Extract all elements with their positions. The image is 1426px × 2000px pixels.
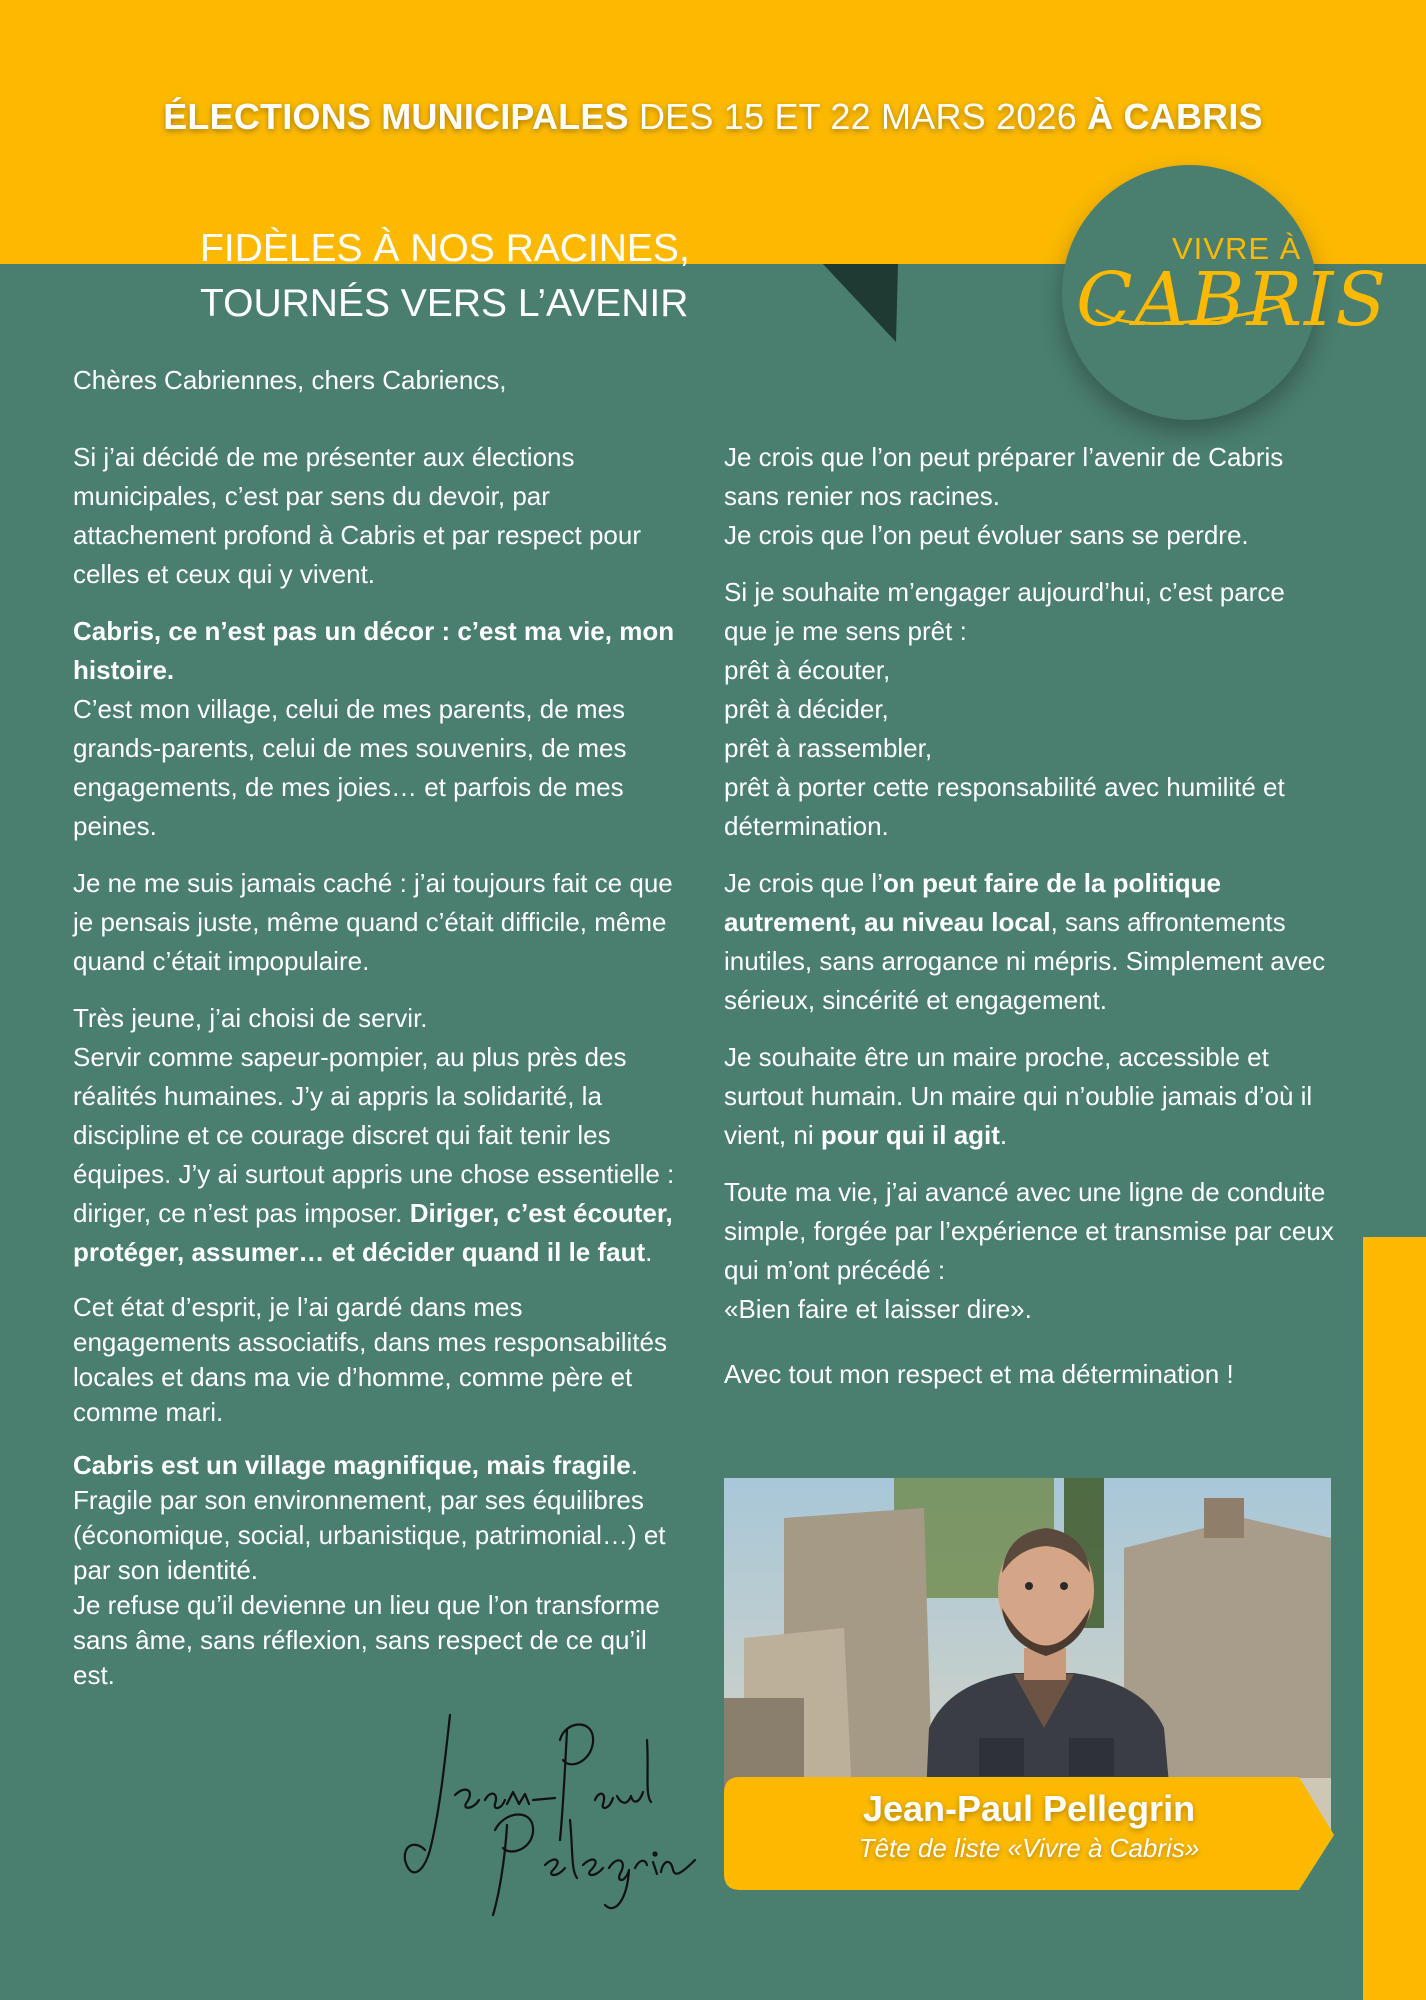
paragraph-text: Si je souhaite m’engager aujourd’hui, c’est parce que je me sens prêt : <box>724 577 1285 646</box>
paragraph <box>724 864 1334 1020</box>
paragraph-bold: Cabris est un village magnifique, mais fragile <box>73 1450 631 1480</box>
closing-line: Avec tout mon respect et ma détermination ! <box>724 1359 1234 1389</box>
paragraph <box>73 1448 683 1693</box>
slogan-line-1: FIDÈLES À NOS RACINES, <box>200 227 690 270</box>
paragraph-text: Je crois que l’ <box>724 868 883 898</box>
header-dates: DES 15 ET 22 MARS 2026 <box>628 96 1088 137</box>
candidate-caption <box>724 1777 1334 1890</box>
paragraph-text: Servir comme sapeur-pompier, au plus près des réalités humaines. J’y ai appris la solidarité, la discipline et ce courage discret qui fait tenir les équipes. J’y ai surtout appris une chose essentielle : diriger, ce n’est pas imposer. <box>73 1042 675 1228</box>
paragraph <box>73 438 683 594</box>
candidate-role: Tête de liste «Vivre à Cabris» <box>858 1833 1200 1863</box>
list-item: prêt à écouter, <box>724 655 891 685</box>
election-header <box>0 96 1426 138</box>
header-strong: ÉLECTIONS MUNICIPALES <box>163 96 629 137</box>
paragraph-text: Je crois que l’on peut évoluer sans se perdre. <box>724 520 1249 550</box>
vivre-a-cabris-logo <box>1062 165 1389 420</box>
paragraph-bold: on peut faire de la politique autrement, au niveau local <box>724 868 1221 937</box>
paragraph <box>73 1290 683 1430</box>
paragraph-text: Cet état d’esprit, je l’ai gardé dans mes engagements associatifs, dans mes responsabilités locales et dans ma vie d’homme, comme père et comme mari. <box>73 1292 667 1427</box>
logo-top-text: VIVRE À <box>1172 231 1302 266</box>
paragraph-text: Très jeune, j’ai choisi de servir. <box>73 1003 428 1033</box>
paragraph-text: Je crois que l’on peut préparer l’avenir de Cabris sans renier nos racines. <box>724 442 1284 511</box>
signature-image <box>395 1700 705 1940</box>
paragraph-bold: Cabris, ce n’est pas un décor : c’est ma vie, mon histoire. <box>73 616 675 685</box>
paragraph-text: Toute ma vie, j’ai avancé avec une ligne de conduite simple, forgée par l’expérience et transmise par ceux qui m’ont précédé : <box>724 1177 1334 1285</box>
paragraph <box>724 438 1334 555</box>
paragraph-text: Je souhaite être un maire proche, accessible et surtout humain. Un maire qui n’oublie jamais d’où il vient, ni <box>724 1042 1313 1150</box>
campaign-slogan <box>200 221 690 331</box>
logo-swash-icon <box>1078 270 1308 330</box>
paragraph <box>73 864 683 981</box>
letter-right-column <box>724 438 1334 1412</box>
logo-main-text: CABRIS <box>1076 257 1389 343</box>
paragraph-bold: pour qui il agit <box>820 1120 1000 1150</box>
list-item: prêt à porter cette responsabilité avec humilité et détermination. <box>724 772 1285 841</box>
paragraph-text: . <box>999 1120 1008 1150</box>
paragraph <box>724 573 1334 846</box>
paragraph <box>724 1173 1334 1329</box>
letter-left-column <box>73 438 683 1711</box>
letter-greeting: Chères Cabriennes, chers Cabriencs, <box>73 365 507 395</box>
paragraph-text: Si j’ai décidé de me présenter aux élections municipales, c’est par sens du devoir, par attachement profond à Cabris et par respect pour celles et ceux qui y vivent. <box>73 442 641 589</box>
paragraph-text: Je ne me suis jamais caché : j’ai toujours fait ce que je pensais juste, même quand c’était difficile, même quand c’était impopulaire. <box>73 868 673 976</box>
yellow-side-stripe <box>1363 1237 1426 2000</box>
paragraph-text: , sans affrontements inutiles, sans arrogance ni mépris. Simplement avec sérieux, sincérité et engagement. <box>724 907 1326 1015</box>
list-item: prêt à décider, <box>724 694 889 724</box>
header-location: À CABRIS <box>1087 96 1263 137</box>
candidate-name: Jean-Paul Pellegrin <box>862 1788 1196 1829</box>
list-item: prêt à rassembler, <box>724 733 933 763</box>
paragraph-bold: Diriger, c’est écouter, protéger, assumer… et décider quand il le faut <box>73 1198 673 1267</box>
motto-quote: «Bien faire et laisser dire». <box>724 1294 1032 1324</box>
handwritten-signature <box>395 1700 705 1940</box>
paragraph <box>724 1355 1334 1394</box>
paragraph-text: . Fragile par son environnement, par ses équilibres (économique, social, urbanistique, patrimonial…) et par son identité. <box>73 1450 666 1585</box>
paragraph-text: . <box>645 1237 653 1267</box>
paragraph-text: Je refuse qu’il devienne un lieu que l’on transforme sans âme, sans réflexion, sans respect de ce qu’il est. <box>73 1590 660 1690</box>
paragraph <box>73 999 683 1272</box>
paragraph-text: C’est mon village, celui de mes parents, de mes grands-parents, celui de mes souvenirs, de mes engagements, de mes joies… et parfois de mes peines. <box>73 694 627 841</box>
paragraph <box>73 612 683 846</box>
slogan-line-2: TOURNÉS VERS L’AVENIR <box>200 282 689 325</box>
paragraph <box>724 1038 1334 1155</box>
